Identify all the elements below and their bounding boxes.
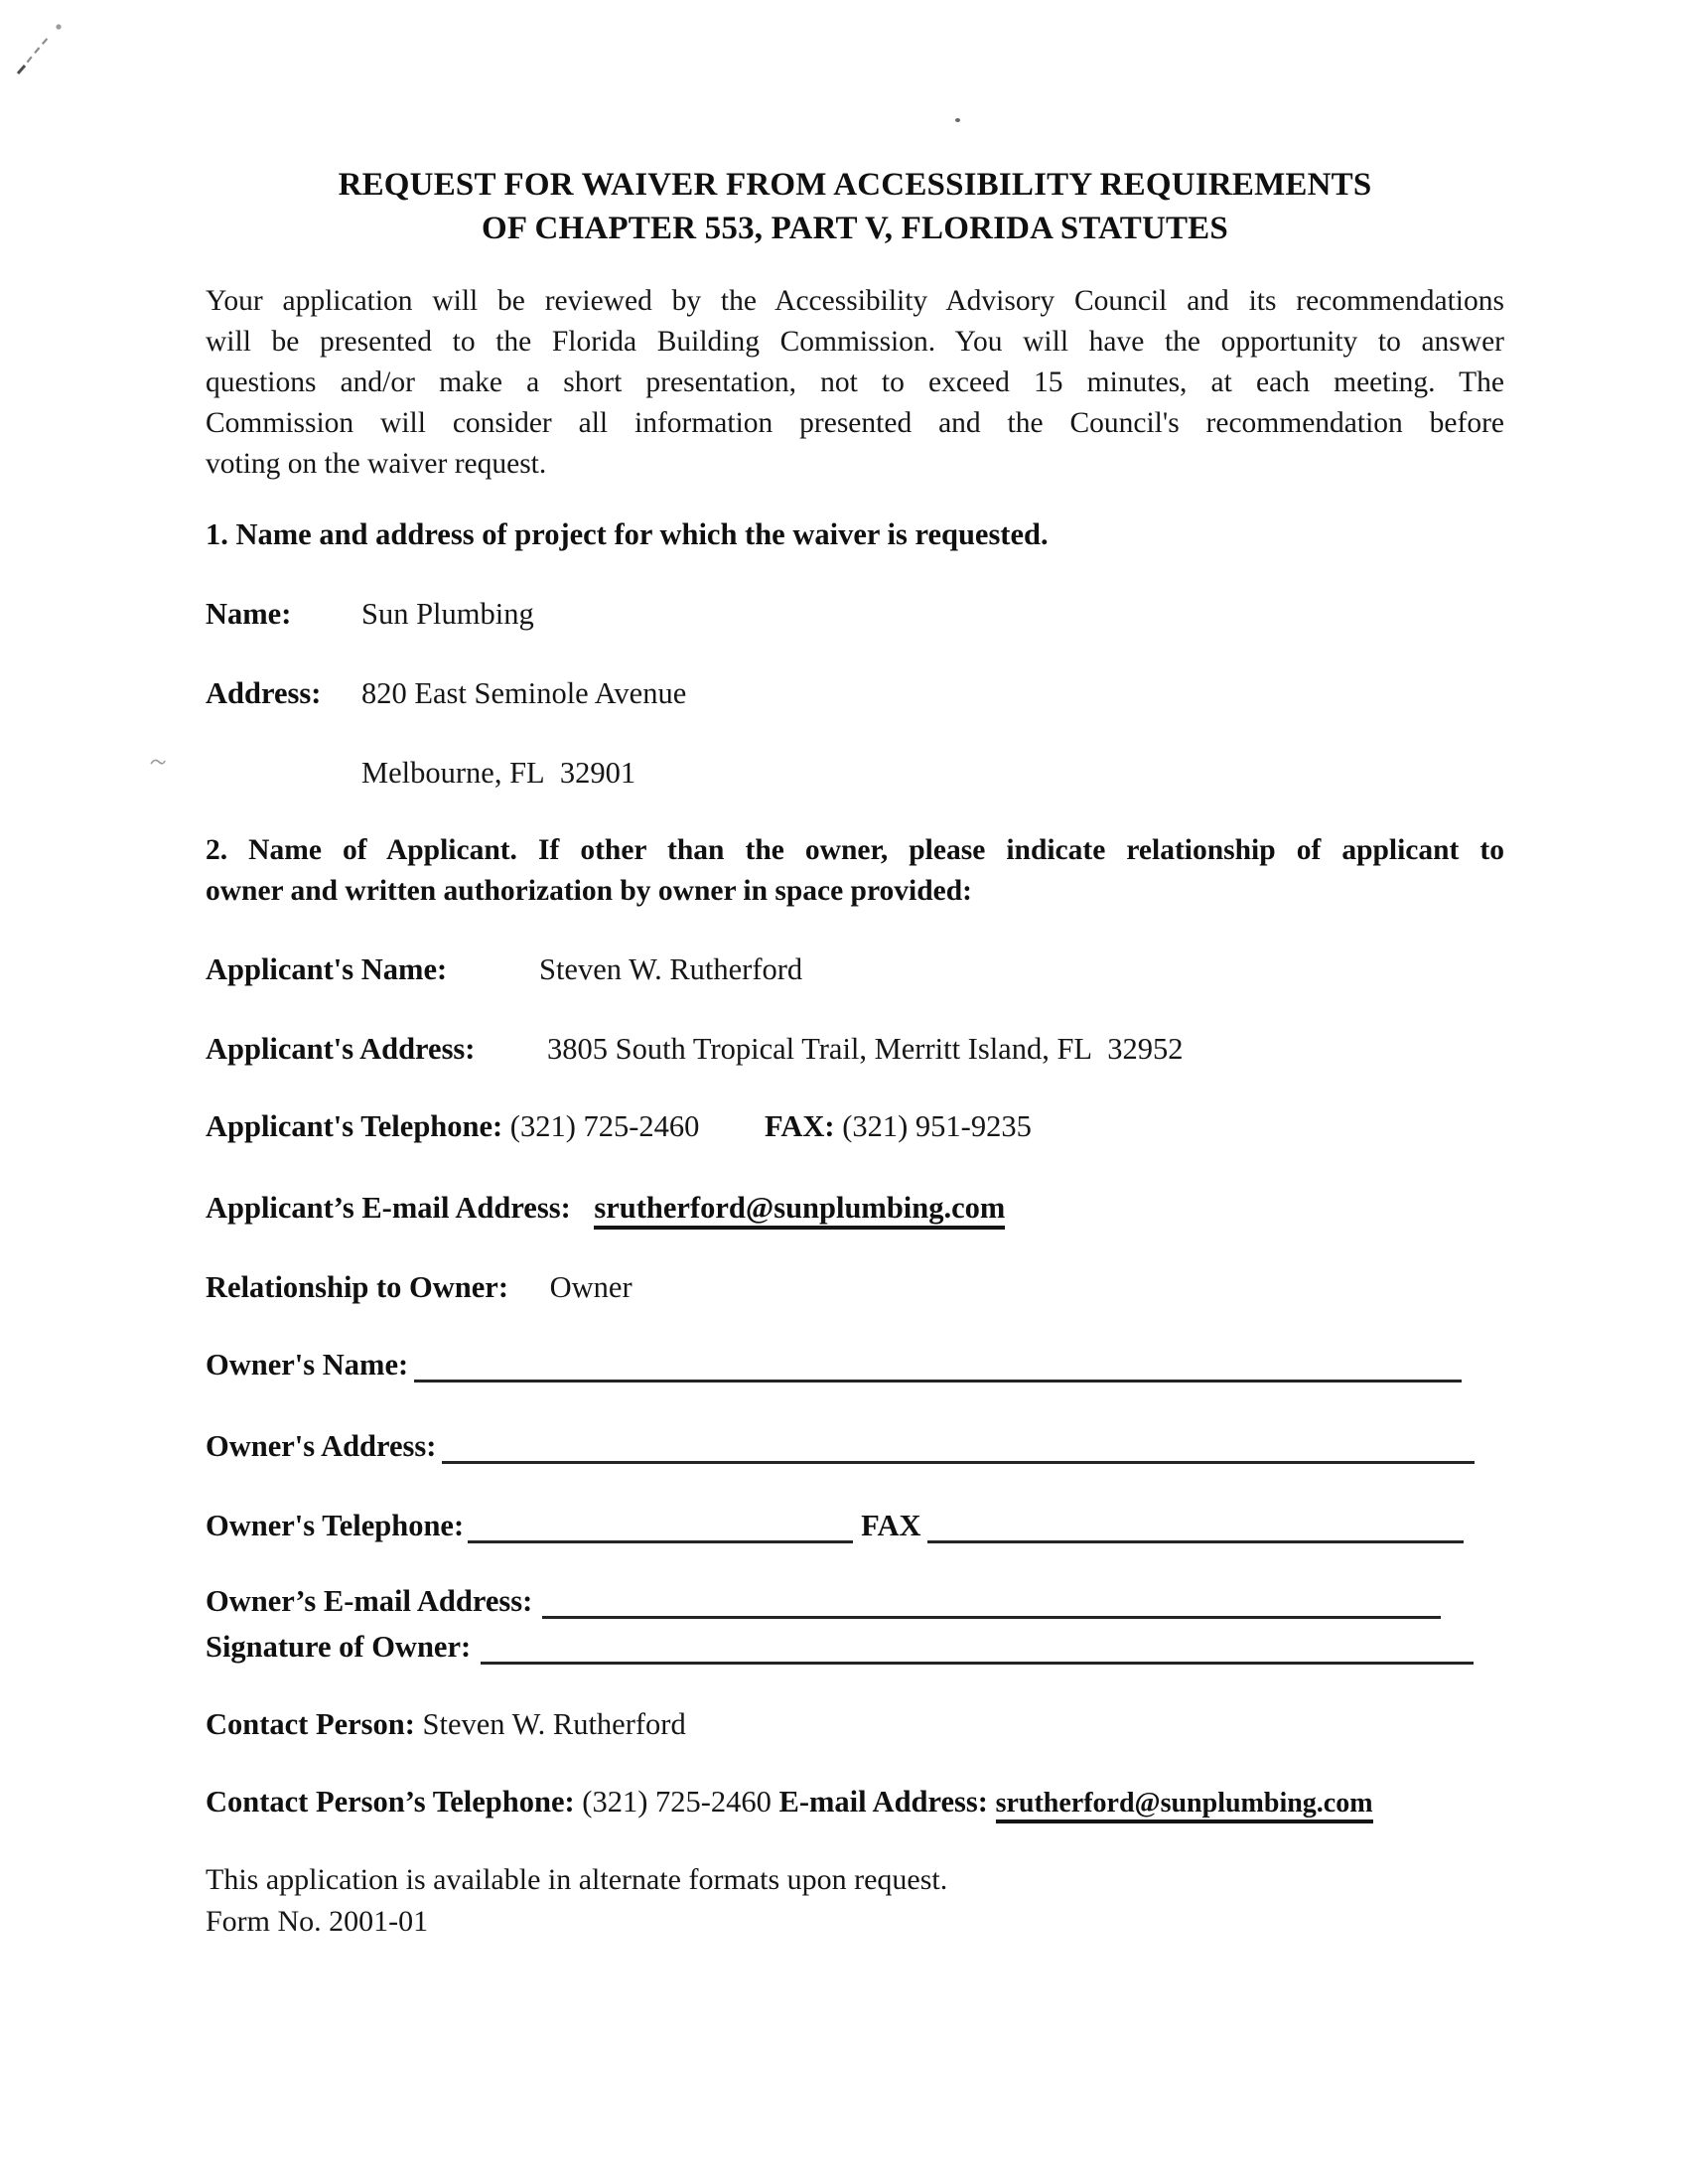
signature-blank-field	[481, 1662, 1474, 1665]
applicant-email-label: Applicant’s E-mail Address:	[206, 1191, 571, 1225]
contact-person-value: Steven W. Rutherford	[422, 1707, 686, 1741]
applicant-telephone-row	[206, 1106, 1504, 1147]
contact-email-label: E-mail Address:	[778, 1785, 988, 1819]
applicant-address-row	[206, 1029, 1504, 1070]
intro-paragraph	[206, 281, 1504, 485]
relationship-row	[206, 1267, 1504, 1308]
applicant-name-row	[206, 949, 1504, 990]
applicant-email-row	[206, 1188, 1504, 1229]
section1-heading: 1. Name and address of project for which the waiver is requested.	[206, 517, 1049, 551]
project-address-value: 820 East Seminole Avenue	[361, 676, 687, 710]
relationship-value: Owner	[549, 1270, 633, 1304]
project-address-line2: Melbourne, FL 32901	[361, 756, 636, 790]
project-name-label: Name:	[206, 597, 292, 631]
signature-label: Signature of Owner:	[206, 1630, 472, 1664]
title-line-2: OF CHAPTER 553, PART V, FLORIDA STATUTES	[482, 211, 1228, 246]
contact-person-row	[206, 1704, 1504, 1745]
owner-name-label: Owner's Name:	[206, 1348, 409, 1382]
contact-telephone-value: (321) 725-2460	[582, 1785, 772, 1819]
applicant-telephone-value: (321) 725-2460	[509, 1109, 700, 1143]
scan-tilde-artifact	[148, 755, 168, 769]
contact-person-label: Contact Person:	[206, 1707, 415, 1741]
contact-email-value: srutherford@sunplumbing.com	[996, 1788, 1373, 1823]
owner-email-row	[206, 1581, 1504, 1622]
applicant-name-value: Steven W. Rutherford	[539, 952, 803, 986]
owner-fax-blank-field	[927, 1540, 1464, 1543]
owner-telephone-label: Owner's Telephone:	[206, 1509, 465, 1542]
intro-line: questions and/or make a short presentation, not to exceed 15 minutes, at each meeting. The	[206, 366, 1504, 398]
footer-alternate-formats-note: This application is available in alternate formats upon request.	[206, 1863, 948, 1896]
owner-email-label: Owner’s E-mail Address:	[206, 1584, 533, 1618]
owner-address-label: Owner's Address:	[206, 1429, 437, 1463]
document-title	[206, 163, 1504, 250]
owner-name-row	[206, 1345, 1504, 1385]
applicant-address-label: Applicant's Address:	[206, 1032, 476, 1066]
owner-name-blank-field	[414, 1380, 1462, 1383]
intro-line: Your application will be reviewed by the Accessibility Advisory Council and its recommendations	[206, 285, 1504, 317]
owner-fax-label: FAX	[861, 1509, 921, 1542]
intro-line: will be presented to the Florida Building Commission. You will have the opportunity to answer	[206, 326, 1504, 358]
contact-telephone-row	[206, 1782, 1504, 1823]
owner-address-blank-field	[442, 1461, 1475, 1464]
applicant-fax-label: FAX:	[765, 1109, 835, 1143]
scan-scribble-artifact	[12, 14, 81, 83]
title-line-1: REQUEST FOR WAIVER FROM ACCESSIBILITY REQUIREMENTS	[338, 167, 1372, 203]
signature-row	[206, 1627, 1504, 1668]
owner-telephone-row	[206, 1506, 1504, 1546]
applicant-telephone-label: Applicant's Telephone:	[206, 1109, 503, 1143]
section2-heading-line1: 2. Name of Applicant. If other than the owner, please indicate relationship of applicant to	[206, 834, 1504, 866]
project-address-label: Address:	[206, 676, 322, 710]
owner-address-row	[206, 1426, 1504, 1467]
intro-line: Commission will consider all information presented and the Council's recommendation before	[206, 407, 1504, 439]
applicant-address-value: 3805 South Tropical Trail, Merritt Island, FL 32952	[547, 1032, 1184, 1066]
footer	[206, 1859, 1504, 1943]
intro-line: voting on the waiver request.	[206, 448, 547, 480]
section2-heading	[206, 830, 1504, 912]
scan-dot-artifact	[955, 118, 960, 122]
applicant-email-value: srutherford@sunplumbing.com	[594, 1191, 1005, 1230]
contact-telephone-label: Contact Person’s Telephone:	[206, 1785, 575, 1819]
project-name-value: Sun Plumbing	[361, 597, 534, 631]
project-address-row	[206, 673, 1504, 714]
relationship-label: Relationship to Owner:	[206, 1270, 508, 1304]
footer-form-number: Form No. 2001-01	[206, 1905, 429, 1938]
applicant-name-label: Applicant's Name:	[206, 952, 448, 986]
applicant-fax-value: (321) 951-9235	[842, 1109, 1032, 1143]
owner-email-blank-field	[542, 1616, 1441, 1619]
owner-telephone-blank-field	[468, 1540, 853, 1543]
project-name-row	[206, 594, 1504, 635]
section2-heading-line2: owner and written authorization by owner in space provided:	[206, 875, 972, 907]
